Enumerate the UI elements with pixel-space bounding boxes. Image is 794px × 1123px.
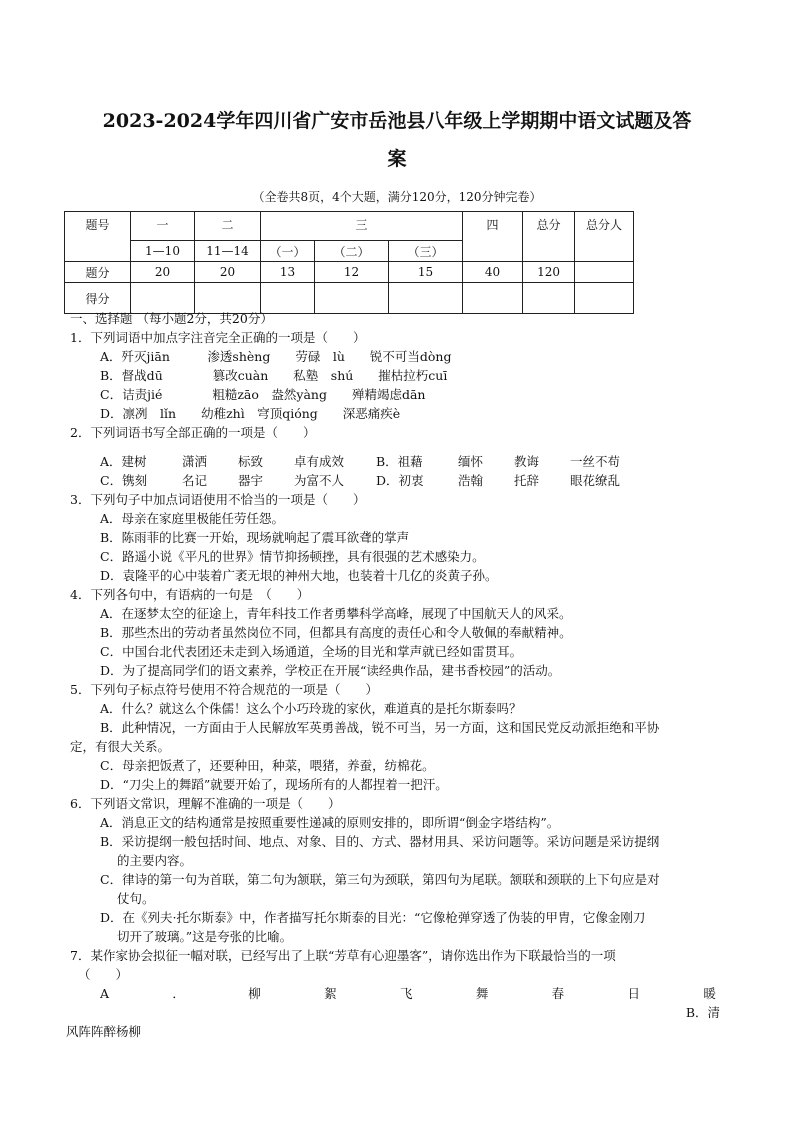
points-label: 题分 — [65, 262, 131, 283]
q5-option-c: C．母亲把饭煮了，还要种田，种菜，喂猪，养蚕，纺棉花。 — [100, 758, 435, 773]
q2-c4: 为富不人 — [294, 473, 345, 488]
q6-option-d: D．在《列夫·托尔斯泰》中，作者描写托尔斯泰的目光：“它像枪弹穿透了伪装的甲胄，它像金刚刀 — [100, 910, 646, 925]
q7-a-char: 舞 — [475, 986, 489, 1001]
score-table — [64, 211, 634, 314]
header-question-number: 题号 — [65, 212, 131, 262]
q7-answer-paren: （ ） — [78, 967, 129, 982]
q2-d4: 眼花缭乱 — [570, 473, 621, 488]
section-heading: 一、选择题 （每小题2分，共20分） — [70, 311, 273, 326]
q6-option-c: C．律诗的第一句为首联，第二句为颔联，第三句为颈联，第四句为尾联。颔联和颈联的上下句应是对 — [100, 872, 660, 887]
q4-stem: 4．下列各句中，有语病的一句是 （ ） — [70, 587, 310, 602]
q6-option-b: B．采访提纲一般包括时间、地点、对象、目的、方式、器材用具、采访问题等。采访问题是采访提纲 — [100, 834, 660, 849]
question-block — [66, 309, 726, 1041]
q1-option-a: A．歼灭jiān 渗透shèng 劳碌 lù 锐不可当dòng — [100, 349, 452, 364]
header-part-3: 三 — [261, 212, 463, 241]
points-part-4: 40 — [463, 262, 523, 283]
points-scorer — [575, 262, 634, 283]
q5-option-b: B．此种情况，一方面由于人民解放军英勇善战，锐不可当，另一方面，这和国民党反动派拒绝和平协 — [100, 720, 660, 735]
q2-options-cd — [70, 471, 726, 490]
points-part-1: 20 — [131, 262, 195, 283]
q5-option-a: A．什么？就这么个侏儒！这么个小巧玲珑的家伙，难道真的是托尔斯泰吗？ — [100, 701, 522, 716]
q3-option-a: A．母亲在家庭里极能任劳任怨。 — [100, 511, 285, 526]
header-scorer: 总分人 — [575, 212, 634, 262]
q2-a2: 潇洒 — [182, 454, 208, 469]
q2-a4: 卓有成效 — [294, 454, 345, 469]
points-total: 120 — [523, 262, 575, 283]
q2-stem: 2．下列词语书写全部正确的一项是（ ） — [70, 425, 316, 440]
q7-option-a — [70, 984, 726, 1003]
q7-option-b: B．清 — [685, 1005, 720, 1020]
q2-b1: B．祖藉 — [376, 454, 423, 469]
q3-option-c: C．路遥小说《平凡的世界》情节抑扬顿挫，具有很强的艺术感染力。 — [100, 549, 485, 564]
q1-option-c: C．诘责jié 粗糙zāo 盎然yàng 殚精竭虑dān — [100, 387, 426, 402]
q2-options-ab — [70, 452, 726, 471]
q2-c3: 器宇 — [238, 473, 264, 488]
document-title: 2023-2024学年四川省广安市岳池县八年级上学期期中语文试题及答 — [102, 110, 692, 132]
q2-d3: 托辞 — [514, 473, 540, 488]
q7-a-char: 絮 — [324, 986, 337, 1001]
document-title-continued: 案 — [387, 148, 407, 170]
q7-stem: 7．某作家协会拟征一幅对联，已经写出了上联“芳草有心迎墨客”，请你选出作为下联最恰当的一项 — [70, 948, 616, 963]
score-label: 得分 — [65, 283, 131, 314]
q2-d2: 浩翰 — [458, 473, 484, 488]
q6-stem: 6．下列语文常识，理解不准确的一项是（ ） — [70, 796, 341, 811]
q3-option-d: D．袁隆平的心中装着广袤无垠的神州大地，也装着十几亿的炎黄子孙。 — [100, 568, 498, 583]
q4-option-c: C．中国台北代表团还未走到入场通道，全场的目光和掌声就已经如雷贯耳。 — [100, 644, 523, 659]
range-part-3b: （二） — [315, 241, 389, 262]
q7-option-b-continued: 风阵阵醉杨柳 — [66, 1024, 142, 1039]
q2-a1: A．建树 — [100, 454, 147, 469]
range-part-3c: （三） — [389, 241, 463, 262]
q6-option-b-continued: 的主要内容。 — [117, 853, 193, 868]
q2-a3: 标致 — [238, 454, 264, 469]
q7-a-char: 飞 — [399, 986, 413, 1001]
q6-option-c-continued: 仗句。 — [117, 891, 155, 906]
q4-option-d: D．为了提高同学们的语文素养，学校正在开展“读经典作品，建书香校园”的活动。 — [100, 663, 561, 678]
q6-option-a: A．消息正文的结构通常是按照重要性递减的原则安排的，即所谓“倒金字塔结构”。 — [100, 815, 560, 830]
points-part-2: 20 — [195, 262, 261, 283]
q5-option-d: D．“刀尖上的舞蹈”就要开始了，现场所有的人都捏着一把汗。 — [100, 777, 448, 792]
q7-a-char: 春 — [551, 986, 565, 1001]
q5-stem: 5．下列句子标点符号使用不符合规范的一项是（ ） — [70, 682, 378, 697]
header-part-2: 二 — [195, 212, 261, 241]
q3-stem: 3．下列句子中加点词语使用不恰当的一项是（ ） — [70, 492, 366, 507]
q2-c1: C．镌刻 — [100, 473, 148, 488]
header-part-4: 四 — [463, 212, 523, 262]
range-part-3a: （一） — [261, 241, 315, 262]
q2-b3: 教诲 — [514, 454, 540, 469]
q2-b2: 缅怀 — [458, 454, 484, 469]
q2-c2: 名记 — [182, 473, 208, 488]
q3-option-b: B．陈雨菲的比赛一开始，现场就响起了震耳欲聋的掌声 — [100, 530, 410, 545]
range-part-1: 1—10 — [131, 241, 195, 262]
q7-a-char: A — [100, 986, 110, 1001]
q7-a-char: 柳 — [248, 986, 261, 1001]
points-part-3c: 15 — [389, 262, 463, 283]
points-part-3b: 12 — [315, 262, 389, 283]
points-part-3a: 13 — [261, 262, 315, 283]
q2-d1: D．初衷 — [376, 473, 424, 488]
q6-option-d-continued: 切开了玻璃。”这是夸张的比喻。 — [117, 929, 293, 944]
q1-option-b: B．督战dū 篡改cuàn 私塾 shú 摧枯拉朽cuī — [100, 368, 448, 383]
q1-stem: 1．下列词语中加点字注音完全正确的一项是（ ） — [70, 330, 366, 345]
header-total: 总分 — [523, 212, 575, 262]
q4-option-a: A．在逐梦太空的征途上，青年科技工作者勇攀科学高峰，展现了中国航天人的风采。 — [100, 606, 572, 621]
q7-a-char: 日 — [627, 986, 641, 1001]
header-part-1: 一 — [131, 212, 195, 241]
q2-b4: 一丝不苟 — [570, 454, 621, 469]
range-part-2: 11—14 — [195, 241, 261, 262]
q7-a-char: ． — [172, 986, 185, 1001]
q7-a-char: 暖 — [703, 986, 716, 1001]
q5-option-b-continued: 定，有很大关系。 — [70, 739, 171, 754]
q1-option-d: D．凛冽 lǐn 幼稚zhì 穹顶qióng 深恶痛疾è — [100, 406, 401, 421]
q4-option-b: B．那些杰出的劳动者虽然岗位不同，但都具有高度的责任心和令人敬佩的奉献精神。 — [100, 625, 572, 640]
exam-info: （全卷共8页，4个大题，满分120分，120分钟完卷） — [252, 190, 542, 204]
